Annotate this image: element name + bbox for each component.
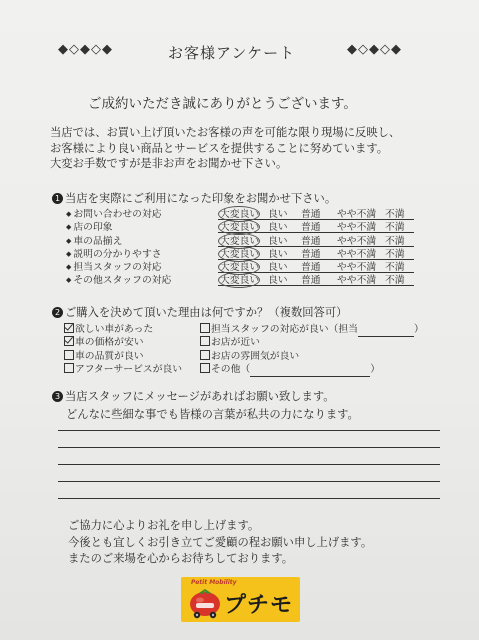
question-2-heading — [52, 304, 347, 320]
message-line[interactable] — [58, 481, 440, 482]
greeting-text: ご成約いただき誠にありがとうございます。 — [88, 96, 357, 112]
logo-name: プチモ — [224, 593, 294, 618]
intro-paragraph — [50, 125, 400, 172]
title-decoration-left: ◆◇◆◇◆ — [58, 42, 113, 57]
rating-option[interactable]: 良い — [268, 222, 288, 234]
checkbox[interactable] — [64, 323, 74, 333]
checkbox-row — [64, 321, 444, 334]
rating-row — [66, 233, 416, 246]
message-line[interactable] — [58, 464, 440, 465]
blank-closing-paren: ） — [370, 364, 380, 376]
message-line[interactable] — [58, 430, 440, 431]
checkbox[interactable] — [64, 336, 74, 346]
reason-option-label: その他（ — [211, 364, 251, 376]
rating-option[interactable]: 大変良い — [220, 206, 259, 220]
reason-option-label: 車の価格が安い — [75, 337, 144, 349]
reason-option-label: 欲しい車があった — [75, 324, 154, 335]
rating-item-label: ◆ 車の品揃え — [66, 233, 122, 247]
reason-option-label: 担当スタッフの対応が良い（担当 — [211, 324, 358, 335]
closing-paragraph — [68, 518, 372, 568]
rating-row — [66, 206, 416, 219]
checkbox-row — [64, 348, 444, 361]
rating-option[interactable]: 良い — [268, 275, 288, 287]
reason-option-label: 車の品質が良い — [75, 350, 144, 362]
rating-row — [66, 259, 416, 272]
reason-option[interactable] — [200, 361, 380, 377]
rating-item-label: ◆ 店の印象 — [66, 219, 113, 233]
rating-scale — [218, 246, 414, 260]
rating-option[interactable]: 良い — [268, 248, 288, 260]
rating-option[interactable]: 不満 — [385, 235, 405, 247]
rating-option[interactable]: 不満 — [385, 209, 405, 220]
brand-logo — [181, 577, 300, 622]
checkbox[interactable] — [200, 323, 210, 333]
rating-row — [66, 272, 416, 285]
rating-option[interactable]: 普通 — [301, 248, 321, 260]
selected-circle-mark — [218, 272, 260, 288]
message-line[interactable] — [58, 447, 440, 448]
question-number-badge: 1 — [52, 193, 63, 204]
logo-tagline: Petit Mobility — [191, 579, 237, 586]
message-line[interactable] — [58, 498, 440, 499]
rating-item-label: ◆ 説明の分かりやすさ — [66, 246, 162, 260]
intro-line: お客様により良い商品とサービスを提供することに努めています。 — [50, 141, 389, 155]
rating-option[interactable]: 不満 — [385, 262, 405, 274]
page-title: お客様アンケート — [168, 44, 296, 62]
rating-option[interactable]: 大変良い — [220, 246, 259, 260]
rating-scale — [218, 272, 414, 286]
question-3-heading — [52, 388, 335, 404]
intro-line: 当店では、お買い上げ頂いたお客様の声を可能な限り現場に反映し、 — [50, 126, 401, 139]
fill-in-blank[interactable] — [250, 365, 370, 377]
rating-option[interactable]: やや不満 — [337, 222, 377, 234]
rating-scale — [218, 259, 414, 273]
rating-option[interactable]: 大変良い — [220, 259, 259, 273]
rating-option[interactable]: 普通 — [301, 262, 321, 274]
question-1-heading — [52, 190, 336, 206]
checkbox[interactable] — [64, 363, 74, 373]
closing-line: またのご来場を心からお待ちしております。 — [68, 552, 294, 565]
title-row — [0, 42, 479, 62]
rating-option[interactable]: 不満 — [385, 248, 405, 260]
checkbox[interactable] — [200, 350, 210, 360]
reason-option-label: お店が近い — [211, 337, 260, 349]
reason-option[interactable] — [64, 334, 144, 348]
rating-option[interactable]: 良い — [268, 262, 288, 274]
question-number-badge: 3 — [52, 391, 63, 402]
rating-option[interactable]: 良い — [268, 209, 288, 220]
rating-option[interactable]: 普通 — [301, 222, 321, 234]
rating-scale — [218, 206, 414, 220]
reason-option[interactable] — [64, 348, 144, 362]
question-1-text: 当店を実際にご利用になった印象をお聞かせ下さい。 — [65, 192, 337, 205]
rating-item-label: ◆ お問い合わせの対応 — [66, 206, 162, 220]
rating-option[interactable]: 不満 — [385, 222, 405, 234]
rating-scale — [218, 233, 414, 247]
rating-option[interactable]: やや不満 — [337, 275, 377, 287]
tomato-car-icon — [187, 586, 223, 620]
checkbox[interactable] — [200, 363, 210, 373]
reason-option[interactable] — [200, 348, 299, 362]
intro-line: 大変お手数ですが是非お声をお聞かせ下さい。 — [50, 157, 288, 170]
rating-option[interactable]: やや不満 — [337, 235, 377, 247]
checkbox[interactable] — [200, 336, 210, 346]
rating-option[interactable]: やや不満 — [337, 248, 377, 260]
rating-item-label: ◆ 担当スタッフの対応 — [66, 259, 162, 273]
question-3-text: 当店スタッフにメッセージがあればお願い致します。 — [65, 390, 335, 403]
rating-scale — [218, 219, 414, 233]
reason-option[interactable] — [64, 361, 182, 375]
rating-list — [66, 206, 416, 286]
rating-option[interactable]: 普通 — [301, 209, 321, 220]
rating-item-label: ◆ その他スタッフの対応 — [66, 272, 171, 286]
title-decoration-right: ◆◇◆◇◆ — [347, 42, 402, 57]
reason-option-label: お店の雰囲気が良い — [211, 350, 300, 362]
checkbox-row — [64, 361, 444, 374]
rating-row — [66, 246, 416, 259]
rating-option[interactable]: 大変良い — [220, 272, 259, 286]
reason-option[interactable] — [200, 334, 260, 348]
reason-option-label: アフターサービスが良い — [75, 364, 183, 376]
rating-option[interactable]: 普通 — [301, 235, 321, 247]
closing-line: 今後とも宜しくお引き立てご愛顧の程お願い申し上げます。 — [68, 535, 373, 549]
closing-line: ご協力に心よりお礼を申し上げます。 — [68, 519, 260, 532]
rating-option[interactable]: 大変良い — [220, 233, 259, 247]
rating-row — [66, 219, 416, 232]
rating-option[interactable]: 普通 — [301, 275, 321, 287]
blank-closing-paren: ） — [413, 324, 424, 335]
checkbox-row — [64, 334, 444, 347]
rating-option[interactable]: 不満 — [385, 275, 405, 287]
question-number-badge: 2 — [52, 307, 63, 318]
rating-option[interactable]: やや不満 — [337, 209, 377, 220]
rating-option[interactable]: 大変良い — [220, 219, 259, 233]
checkbox[interactable] — [64, 350, 74, 360]
rating-option[interactable]: やや不満 — [337, 262, 377, 274]
question-3-subtext: どんなに些細な事でも皆様の言葉が私共の力になります。 — [66, 408, 359, 421]
reason-checkbox-grid — [64, 321, 444, 375]
question-2-text: ご購入を決めて頂いた理由は何ですか？（複数回答可） — [65, 306, 348, 319]
reason-option[interactable] — [64, 321, 153, 335]
rating-option[interactable]: 良い — [268, 235, 288, 247]
